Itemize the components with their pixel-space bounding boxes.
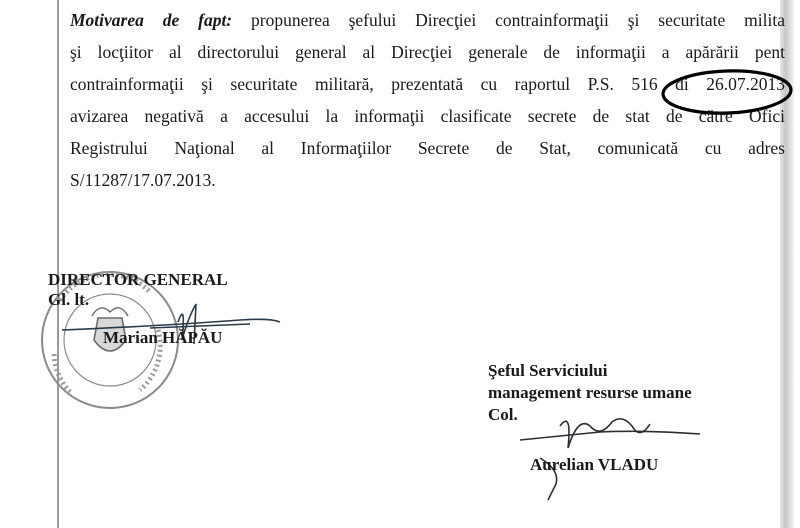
right-signature-name: Aurelian VLADU [530, 455, 659, 474]
paragraph-label: Motivarea de fapt: [70, 10, 233, 30]
date-highlight-circle [662, 69, 791, 115]
left-signature-name: Marian HĂPĂU [103, 328, 223, 347]
left-signature-block [48, 270, 228, 347]
left-signature-title: DIRECTOR GENERAL [48, 270, 228, 289]
right-signature-title-1: Şeful Serviciului [488, 361, 608, 380]
paragraph-line-3-text: contrainformaţii şi securitate militară, prezentată cu raportul P.S. 516 di [70, 74, 689, 94]
paragraph-line-5: Registrului Naţional al Informaţiilor Secrete de Stat, comunicată cu adres [70, 138, 785, 158]
paragraph-line-4: avizarea negativă a accesului la informaţii clasificate secrete de stat de către Ofici [70, 106, 785, 126]
right-signature-title-2: management resurse umane [488, 383, 692, 402]
left-signature-rank: Gl. lt. [48, 290, 90, 309]
right-signature-block [488, 360, 692, 474]
paragraph-line-1-text: propunerea şefului Direcţiei contrainformaţii şi securitate milita [251, 10, 785, 30]
paragraph-line-6: S/11287/17.07.2013. [70, 170, 216, 190]
circled-date: 26.07.2013 [706, 74, 785, 94]
right-signature-rank: Col. [488, 405, 518, 424]
paragraph-line-2: şi locţiitor al directorului general al Direcţiei generale de informaţii a apărării pent [70, 42, 785, 62]
